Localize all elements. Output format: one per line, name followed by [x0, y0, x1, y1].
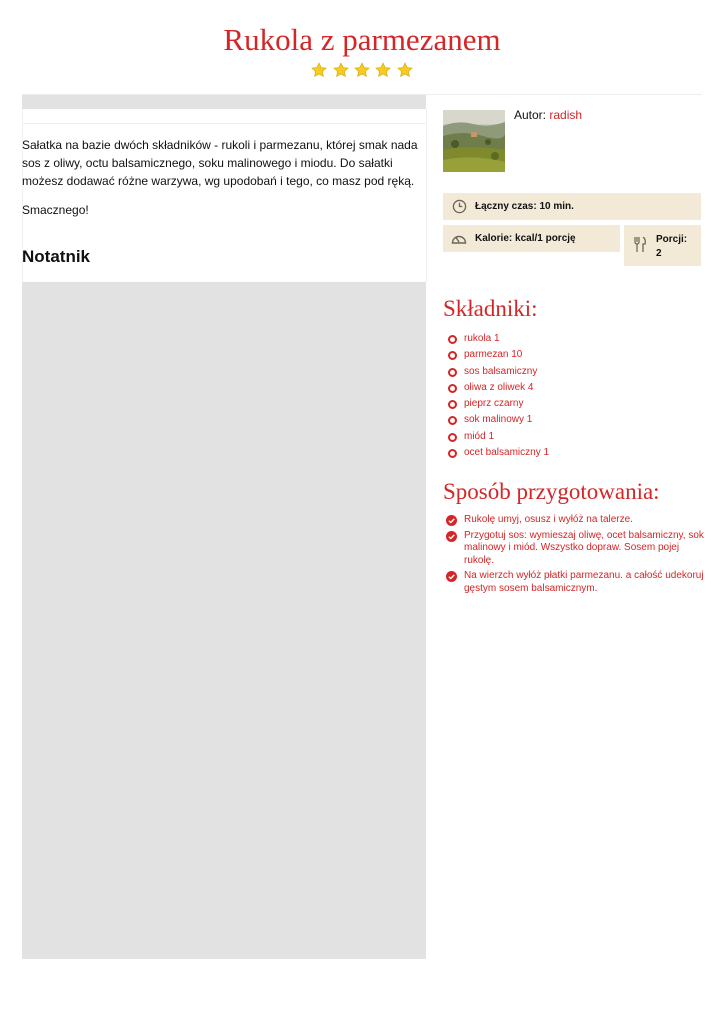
recipe-description: Sałatka na bazie dwóch składników - rukoli i parmezanu, której smak nada sos z oliwy, octu balsamicznego, soku malinowego i miodu. Do sałatki możesz dodawać różne warzywa, wg upodobań i tego, co masz pod ręką. — [22, 138, 418, 188]
ingredient-text: pieprz czarny — [464, 398, 524, 410]
star-icon — [311, 62, 327, 78]
closing-text: Smacznego! — [22, 203, 89, 217]
step-text: Przygotuj sos: wymieszaj oliwę, ocet balsamiczny, sok malinowy i miód. Wszystko dopraw. Sosem pojej rukolę. — [464, 529, 704, 566]
ingredient-text: oliwa z oliwek 4 — [464, 381, 534, 393]
steps-heading: Sposób przygotowania: — [443, 479, 660, 504]
author-link[interactable]: radish — [549, 108, 583, 122]
ring-bullet-icon — [448, 416, 457, 425]
ingredient-item — [448, 365, 708, 381]
total-time-text: Łączny czas: 10 min. — [475, 201, 574, 212]
ingredient-text: miód 1 — [464, 430, 495, 442]
clock-icon — [452, 199, 467, 217]
step-item — [446, 570, 704, 595]
star-icon — [354, 62, 370, 78]
ingredient-item — [448, 430, 708, 446]
ingredient-text: rukola 1 — [464, 333, 500, 344]
check-circle-icon — [446, 531, 457, 542]
ingredients-list — [448, 332, 708, 462]
ring-bullet-icon — [448, 449, 457, 458]
ingredient-item — [448, 381, 708, 397]
ingredients-heading: Składniki: — [443, 296, 538, 321]
ingredient-text: parmezan 10 — [464, 349, 523, 361]
star-icon — [397, 62, 413, 78]
recipe-title: Rukola z parmezanem — [223, 22, 501, 57]
steps-list — [446, 514, 704, 598]
check-circle-icon — [446, 571, 457, 582]
image-placeholder-bar — [22, 95, 426, 109]
ingredient-item — [448, 332, 708, 348]
ring-bullet-icon — [448, 368, 457, 377]
description-divider — [22, 123, 426, 124]
author-line — [514, 108, 582, 122]
ring-bullet-icon — [448, 400, 457, 409]
author-label: Autor: — [514, 108, 547, 122]
servings-label: Porcji: — [656, 234, 688, 245]
author-photo — [443, 110, 505, 172]
cutlery-icon — [634, 237, 646, 255]
ring-bullet-icon — [448, 433, 457, 442]
servings-box — [624, 225, 701, 266]
servings-value: 2 — [656, 248, 662, 259]
ingredient-item — [448, 413, 708, 429]
ingredient-text: sos balsamiczny — [464, 365, 538, 377]
ingredient-item — [448, 397, 708, 413]
gauge-icon — [451, 232, 467, 248]
ingredient-item — [448, 348, 708, 364]
calories-box — [443, 225, 620, 252]
ring-bullet-icon — [448, 335, 457, 344]
ingredient-text: ocet balsamiczny 1 — [464, 447, 550, 459]
rating-stars — [0, 62, 724, 83]
step-text: Na wierzch wyłóż płatki parmezanu. a całość udekoruj gęstym sosem balsamicznym. — [464, 570, 704, 594]
ingredient-item — [448, 446, 708, 462]
calories-text: Kalorie: kcal/1 porcję — [475, 233, 576, 244]
step-item — [446, 530, 704, 568]
ingredient-text: sok malinowy 1 — [464, 414, 533, 426]
ring-bullet-icon — [448, 384, 457, 393]
star-icon — [333, 62, 349, 78]
ring-bullet-icon — [448, 351, 457, 360]
check-circle-icon — [446, 515, 457, 526]
star-icon — [375, 62, 391, 78]
notes-area[interactable] — [22, 282, 426, 959]
step-item — [446, 514, 704, 527]
total-time-box — [443, 193, 701, 220]
notes-heading: Notatnik — [22, 247, 90, 266]
step-text: Rukolę umyj, osusz i wyłóż na talerze. — [464, 514, 633, 525]
